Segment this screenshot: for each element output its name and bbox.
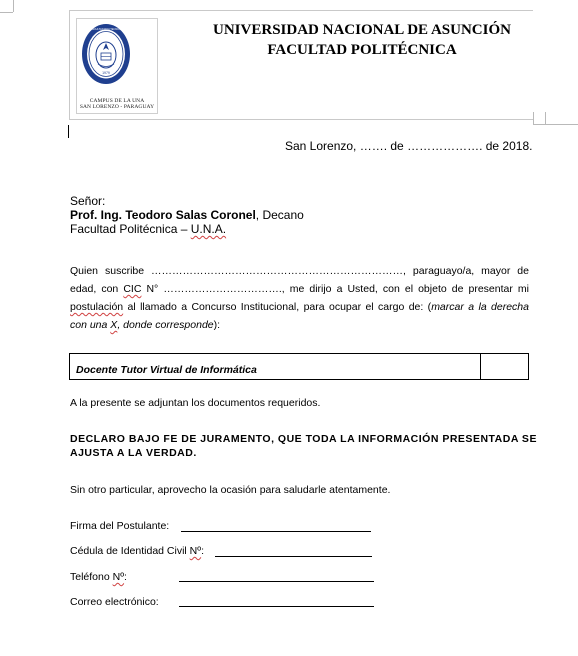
id-number-abbrev: Nº [189,545,202,557]
email-line[interactable] [179,606,374,607]
faculty-line-prefix: Facultad Politécnica – [70,222,191,236]
university-seal-logo [80,22,132,86]
campus-line-2: SAN LORENZO - PARAGUAY [79,104,155,110]
cic-abbrev: CIC [123,283,142,295]
para1-line-1: Quien suscribe ………………………………………………………………, paraguayo/a, mayor de [70,265,529,277]
position-mark-cell[interactable] [481,354,528,379]
field-label-id-suffix: : [201,545,205,557]
faculty-name: FACULTAD POLITÉCNICA [267,42,457,58]
para1-line-4-b: , donde corresponde [117,319,214,331]
closing-sentence: Sin otro particular, aprovecho la ocasión para saludarle atentamente. [70,484,391,496]
para1-line-4-close: ): [213,319,221,331]
field-label-phone-prefix: Teléfono [70,571,113,583]
para1-line-3-rest: al llamado a Concurso Institucional, para ocupar el cargo de: ( [123,301,432,313]
declaration-line-2: AJUSTA A LA VERDAD. [70,447,197,459]
attachments-note: A la presente se adjuntan los documentos requeridos. [70,397,321,409]
signature-line[interactable] [181,531,371,532]
field-label-id [70,544,204,558]
para1-line-4-a: con una [70,319,111,331]
text-cursor [68,125,69,138]
recipient-title: , Decano [255,208,304,222]
field-label-phone-suffix: : [124,571,127,583]
page-corner-mark [545,112,546,124]
place-date: San Lorenzo, ……. de ………………. de 2018. [285,139,533,153]
recipient-name: Prof. Ing. Teodoro Salas Coronel [70,208,256,222]
university-name: UNIVERSIDAD NACIONAL DE ASUNCIÓN [213,22,511,38]
field-label-id-prefix: Cédula de Identidad Civil [70,545,190,557]
postulacion-word: postulación [70,301,124,313]
salutation: Señor: [70,194,106,208]
page-corner-mark [13,0,14,12]
header-title [178,20,546,60]
id-number-line[interactable] [215,556,372,557]
phone-number-abbrev: Nº [112,571,125,583]
x-mark-word: X [110,319,118,331]
page-corner-mark [533,112,534,124]
campus-caption [77,98,157,110]
para1-line-2 [70,282,529,296]
field-label-phone [70,570,127,584]
recipient-line [70,208,304,222]
para1-line-2-a: edad, con [70,283,124,295]
declaration-line-1: DECLARO BAJO FE DE JURAMENTO, QUE TODA LA INFORMACIÓN PRESENTADA SE [70,433,537,445]
faculty-line [70,222,226,236]
phone-line[interactable] [179,581,374,582]
page-corner-mark [533,124,578,125]
campus-line-1: CAMPUS DE LA UNA [89,98,145,104]
para1-line-2-b: N° ……………………………., me dirijo a Usted, con el objeto de presentar mi [141,283,529,295]
para1-line-3 [70,300,529,314]
seal-ring-text: FACULTAD POLITECNICA [90,28,122,32]
page-corner-mark [0,12,13,13]
field-label-signature: Firma del Postulante: [70,520,170,532]
position-label: Docente Tutor Virtual de Informática [76,364,257,376]
una-abbrev: U.N.A. [190,222,227,236]
para1-line-4 [70,318,220,332]
seal-year: 1979 [102,71,110,75]
field-label-email: Correo electrónico: [70,596,159,608]
para1-line-3-italic: marcar a la derecha [431,301,529,313]
